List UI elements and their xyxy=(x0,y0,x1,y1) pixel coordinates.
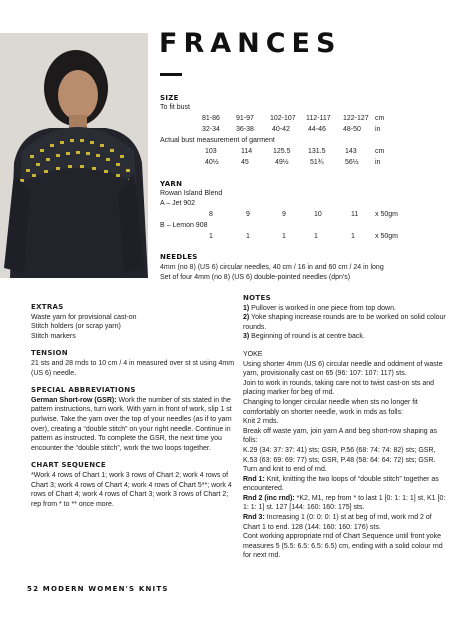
size-in-4: 44-46 xyxy=(308,126,326,133)
extras-item-1: Waste yarn for provisional cast-on xyxy=(31,313,137,321)
gsr-description: German Short-row (GSR): Work the number of sts stated in the pattern instructions, turn work. With yarn in front of work, slip 1 st purlwise. Take the yarn over the top of your needles (as if to yarn over), creating a “double stitch” on your right needle. Continue in pattern as instructed. To complete the GSR, the next time you encounter the “double stitch”, work the two loops together. xyxy=(31,396,232,452)
actual-cm-5: 143 xyxy=(345,148,357,155)
rnd-2: Rnd 2 (inc rnd): *K2, M1, rep from * to last 1 [0: 1: 1: 1] st, K1 [0: 1: 1: 1] st. 127 [144: 160: 160: 175] sts. xyxy=(243,494,446,512)
yarn-heading: YARN xyxy=(160,180,183,188)
yarn-a-count-2: 9 xyxy=(246,211,250,218)
size-cm-1: 81-86 xyxy=(202,115,220,122)
actual-cm-3: 125.5 xyxy=(273,148,291,155)
yoke-para-6: K.29 (34: 37: 37: 41) sts; GSR, P.56 (68: 74: 74: 82) sts; GSR, K.53 (63: 69: 69: 77) sts; GSR, P.48 (58: 64: 64: 72) sts; GSR. Turn and knit to end of rnd. xyxy=(243,446,436,474)
yarn-b-count-1: 1 xyxy=(209,233,213,240)
abbreviations-heading: SPECIAL ABBREVIATIONS xyxy=(31,386,136,395)
tension-text: 21 sts and 28 rnds to 10 cm / 4 in measured over st st using 4mm (US 6) needle. xyxy=(31,359,235,377)
extras-heading: EXTRAS xyxy=(31,303,64,311)
yarn-b-count-5: 1 xyxy=(351,233,355,240)
actual-cm-4: 131.5 xyxy=(308,148,326,155)
extras-item-3: Stitch markers xyxy=(31,332,76,340)
page-footer: 52 MODERN WOMEN'S KNITS xyxy=(27,585,169,593)
actual-cm-2: 114 xyxy=(241,148,253,155)
actual-cm-1: 103 xyxy=(205,148,217,155)
yoke-para-3: Changing to longer circular needle when sts no longer fit comfortably on shorter needle, work in rnds as folls: xyxy=(243,398,418,416)
actual-unit-in: in xyxy=(375,159,381,166)
tension-heading: TENSION xyxy=(31,349,68,358)
note-1: 1) Pullover is worked in one piece from top down. xyxy=(243,304,396,312)
actual-in-5: 56½ xyxy=(345,159,359,166)
note-3: 3) Beginning of round is at centre back. xyxy=(243,333,365,341)
notes-heading: NOTES xyxy=(243,294,271,302)
yarn-b-count-4: 1 xyxy=(314,233,318,240)
yarn-b-unit: x 50gm xyxy=(375,233,398,240)
size-in-5: 48-50 xyxy=(343,126,361,133)
yoke-para-5: Break off waste yarn, join yarn A and beg short-row shaping as folls: xyxy=(243,427,438,445)
unit-in: in xyxy=(375,126,381,133)
actual-in-3: 49½ xyxy=(275,159,289,166)
needles-line-1: 4mm (no 8) (US 6) circular needles, 40 cm / 16 in and 60 cm / 24 in long xyxy=(160,264,384,271)
rnd-1: Rnd 1: Knit, knitting the two loops of “double stitch” together as encountered. xyxy=(243,475,439,493)
left-column xyxy=(31,303,236,509)
size-in-1: 32-34 xyxy=(202,126,220,133)
rnd-3: Rnd 3: Increasing 1 (0: 0: 0: 1) st at beg of rnd, work rnd 2 of Chart 1 to end. 128 (144: 160: 160: 176) sts. xyxy=(243,514,432,531)
actual-in-1: 40½ xyxy=(205,159,219,166)
yarn-a-count-5: 11 xyxy=(351,211,359,218)
sweater-illustration xyxy=(0,33,148,278)
yoke-para-4: Knit 2 rnds. xyxy=(243,418,279,426)
actual-unit-cm: cm xyxy=(375,148,385,155)
yarn-a-count-3: 9 xyxy=(282,211,286,218)
model-photo xyxy=(0,33,148,278)
yarn-a-count-4: 10 xyxy=(314,211,322,218)
unit-cm: cm xyxy=(375,115,385,122)
size-cm-5: 122-127 xyxy=(343,115,369,122)
yoke-para-end: Cont working appropriate rnd of Chart Sequence until front yoke measures 5 (5.5: 6.5: 6.5: 6.5) cm, ending with a solid colour rnd for next rnd. xyxy=(243,533,443,560)
chart-sequence-heading: CHART SEQUENCE xyxy=(31,461,106,470)
yarn-color-a: A – Jet 902 xyxy=(160,200,196,207)
title-underline xyxy=(160,73,182,76)
size-heading: SIZE xyxy=(160,94,179,102)
yarn-name: Rowan Island Blend xyxy=(160,190,223,197)
yarn-a-count-1: 8 xyxy=(209,211,213,218)
actual-in-4: 51¾ xyxy=(310,159,324,166)
size-in-3: 40-42 xyxy=(272,126,290,133)
yoke-para-1: Using shorter 4mm (US 6) circular needle and oddment of waste yarn, provisionally cast on 65 (96: 107: 107: 117) sts. xyxy=(243,360,443,378)
yoke-para-2: Join to work in rounds, taking care not to twist cast-on sts and placing marker for beg of rnd. xyxy=(243,379,435,397)
yarn-color-b: B – Lemon 908 xyxy=(160,222,208,229)
needles-heading: NEEDLES xyxy=(160,253,198,261)
size-in-2: 36-38 xyxy=(236,126,254,133)
extras-item-2: Stitch holders (or scrap yarn) xyxy=(31,323,121,331)
pattern-title: FRANCES xyxy=(159,28,342,59)
yarn-b-count-2: 1 xyxy=(246,233,250,240)
size-cm-2: 91-97 xyxy=(236,115,254,122)
size-cm-3: 102-107 xyxy=(270,115,296,122)
chart-sequence-text: *Work 4 rows of Chart 1; work 3 rows of Chart 2; work 4 rows of Chart 3; work 4 rows of Chart 4; work 4 rows of Chart 5**; work 4 rows of Chart 4; work 4 rows of Chart 3; work 3 rows of Chart 2; rep from * to ** once more. xyxy=(31,471,232,508)
size-cm-4: 112-117 xyxy=(306,115,331,122)
yoke-heading: YOKE xyxy=(243,350,263,358)
needles-line-2: Set of four 4mm (no 8) (US 6) double-pointed needles (dpn's) xyxy=(160,274,351,281)
right-column xyxy=(243,294,446,561)
note-2: 2) Yoke shaping increase rounds are to be worked on solid colour rounds. xyxy=(243,314,446,331)
yarn-a-unit: x 50gm xyxy=(375,211,398,218)
yarn-b-count-3: 1 xyxy=(282,233,286,240)
actual-in-2: 45 xyxy=(241,159,249,166)
to-fit-bust-label: To fit bust xyxy=(160,104,190,111)
actual-bust-label: Actual bust measurement of garment xyxy=(160,137,275,144)
